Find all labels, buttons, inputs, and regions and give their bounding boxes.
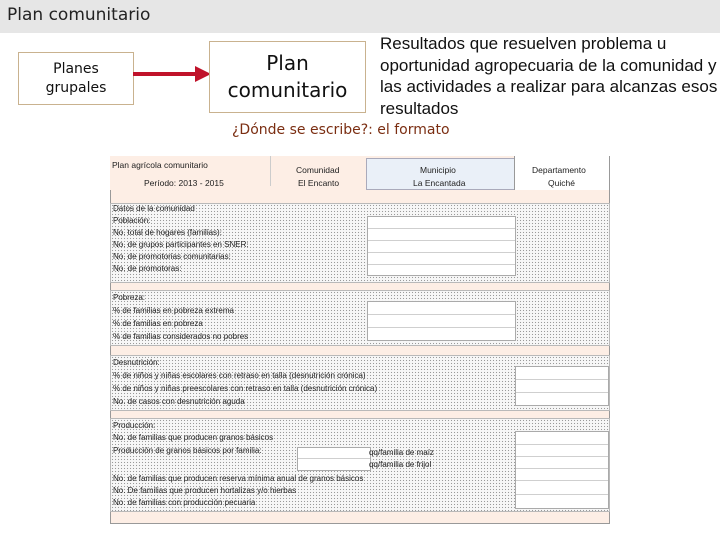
plan-name: Plan agrícola comunitario: [112, 160, 208, 170]
title-bar: [0, 0, 720, 33]
section1-row: No. de grupos participantes en SNER:: [113, 240, 249, 249]
section1-row: No. de promotorias comunitarias:: [113, 252, 231, 261]
flow-arrow-icon: [133, 62, 213, 86]
section3-row: % de niños y niñas escolares con retraso en talla (desnutrición crónica): [113, 371, 366, 380]
plan-comunitario-label: Plan comunitario: [227, 51, 348, 102]
community-value: El Encanto: [298, 178, 340, 188]
poverty-section: [110, 290, 610, 346]
malnutrition-section: [110, 355, 610, 411]
plan-period: Período: 2013 - 2015: [144, 178, 224, 188]
plan-comunitario-box: [209, 41, 366, 113]
section3-row: % de niños y niñas preescolares con retraso en talla (desnutrición crónica): [113, 384, 378, 393]
section1-title: Datos de la comunidad: [113, 204, 195, 213]
section2-row: % de familias considerados no pobres: [113, 332, 249, 341]
section4-title: Producción:: [113, 421, 156, 430]
unit-maiz: qq/familia de maíz: [369, 448, 434, 457]
page-title: Plan comunitario: [7, 5, 151, 25]
section2-title: Pobreza:: [113, 293, 146, 302]
municipality-label: Municipio: [420, 165, 456, 175]
section3-row: No. de casos con desnutrición aguda: [113, 397, 245, 406]
section4-row: No. de familias con producción pecuaria: [113, 498, 256, 507]
section1-row: Población:: [113, 216, 151, 225]
planes-grupales-label: Planes grupales: [45, 60, 107, 96]
section1-row: No. total de hogares (familias):: [113, 228, 222, 237]
section4-row: No. de familias que producen granos básicos: [113, 433, 274, 442]
question-heading: ¿Dónde se escribe?: el formato: [232, 122, 450, 138]
department-label: Departamento: [532, 165, 586, 175]
section4-row: Producción de granos básicos por familia:: [113, 446, 262, 455]
community-data-section: [110, 203, 610, 283]
planes-grupales-box: [18, 52, 134, 105]
section4-row: No. de familias que producen reserva mínima anual de granos básicos: [113, 474, 364, 483]
section2-row: % de familias en pobreza extrema: [113, 306, 234, 315]
department-value: Quiché: [548, 178, 575, 188]
community-label: Comunidad: [296, 165, 340, 175]
section1-row: No. de promotoras:: [113, 264, 182, 273]
form-header: [110, 156, 608, 190]
section2-row: % de familias en pobreza: [113, 319, 203, 328]
section3-title: Desnutrición:: [113, 358, 160, 367]
section4-row: No. De familias que producen hortalizas y/o hierbas: [113, 486, 297, 495]
municipality-value: La Encantada: [413, 178, 466, 188]
unit-frijol: qq/familia de frijol: [369, 460, 432, 469]
result-description: Resultados que resuelven problema u oportunidad agropecuaria de la comunidad y las actividades a realizar para alcanzas esos resultados: [380, 34, 718, 118]
production-section: [110, 418, 610, 512]
